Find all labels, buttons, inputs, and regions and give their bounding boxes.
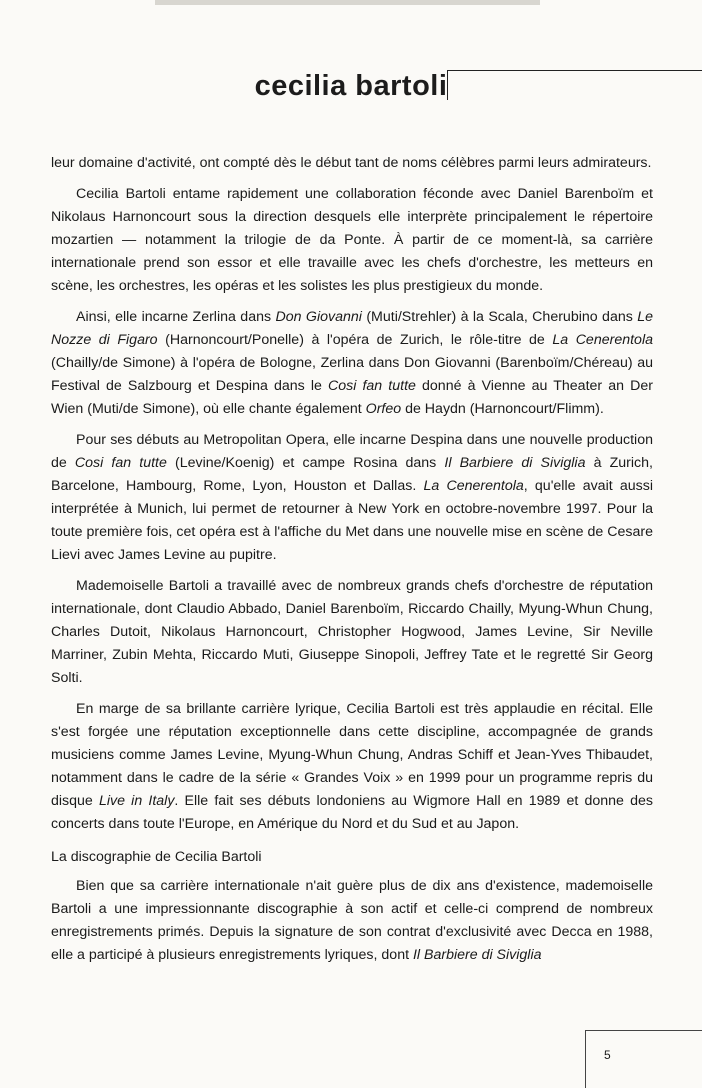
paragraph-7: Bien que sa carrière internationale n'ait guère plus de dix ans d'existence, mademoiselle Bartoli a une impressionnante discographie à son actif et celle-ci comprend de nombreux enregistrements primés. Depuis la signature de son contrat d'exclusivité avec Decca en 1988, elle a participé à plusieurs enregistrements lyriques, dont Il Barbiere di Siviglia [51, 878, 653, 963]
top-edge-rule [155, 0, 540, 5]
page-title: cecilia bartoli [254, 70, 448, 102]
paragraph-6: En marge de sa brillante carrière lyrique, Cecilia Bartoli est très applaudie en récital. Elle s'est forgée une réputation exceptionnelle dans cette discipline, accompagnée de grands musiciens comme James Levine, Myung-Whun Chung, Andras Schiff et Jean-Yves Thibaudet, notamment dans le cadre de la série « Grandes Voix » en 1999 pour un programme repris du disque Live in Italy. Elle fait ses débuts londoniens au Wigmore Hall en 1989 et donne des concerts dans toute l'Europe, en Amérique du Nord et du Sud et au Japon. [51, 701, 653, 832]
italic-title: Orfeo [365, 401, 402, 417]
page-number-rule-vertical [585, 1030, 586, 1088]
paragraph-3: Ainsi, elle incarne Zerlina dans Don Giovanni (Muti/Strehler) à la Scala, Cherubino dans Le Nozze di Figaro (Harnoncourt/Ponelle) à l'opéra de Zurich, le rôle-titre de La Cenerentola (Chailly/de Simone) à l'opéra de Bologne, Zerlina dans Don Giovanni (Barenboïm/Chéreau) au Festival de Salzbourg et Despina dans le Cosi fan tutte donné à Vienne au Theater an Der Wien (Muti/de Simone), où elle chante également Orfeo de Haydn (Harnoncourt/Flimm). [51, 309, 654, 417]
italic-title: Don Giovanni [275, 309, 362, 325]
paragraph-4: Pour ses débuts au Metropolitan Opera, elle incarne Despina dans une nouvelle production de Cosi fan tutte (Levine/Koenig) et campe Rosina dans Il Barbiere di Siviglia à Zurich, Barcelone, Hambourg, Rome, Lyon, Houston et Dallas. La Cenerentola, qu'elle avait aussi interprétée à Munich, lui permet de retourner à New York en octobre-novembre 1997. Pour la toute première fois, cet opéra est à l'affiche du Met dans une nouvelle mise en scène de Cesare Lievi avec James Levine au pupitre. [51, 432, 653, 563]
section-heading: La discographie de Cecilia Bartoli [51, 849, 262, 865]
page-number: 5 [604, 1048, 611, 1062]
italic-title: Le Nozze di Figaro [51, 309, 654, 348]
paragraph-1: leur domaine d'activité, ont compté dès le début tant de noms célèbres parmi leurs admirateurs. [51, 155, 652, 171]
body-text [51, 152, 653, 975]
paragraph-5: Mademoiselle Bartoli a travaillé avec de nombreux grands chefs d'orchestre de réputation internationale, dont Claudio Abbado, Daniel Barenboïm, Riccardo Chailly, Myung-Whun Chung, Charles Dutoit, Nikolaus Harnoncourt, Christopher Hogwood, James Levine, Sir Neville Marriner, Zubin Mehta, Riccardo Muti, Giuseppe Sinopoli, Jeffrey Tate et le regretté Sir Georg Solti. [51, 578, 653, 686]
page-number-rule [585, 1030, 702, 1031]
paragraph-2: Cecilia Bartoli entame rapidement une collaboration féconde avec Daniel Barenboïm et Nikolaus Harnoncourt sous la direction desquels elle interprète principalement le répertoire mozartien — notamment la trilogie de da Ponte. À partir de ce moment-là, sa carrière internationale prend son essor et elle travaille avec les chefs d'orchestre, les metteurs en scène, les orchestres, les opéras et les solistes les plus prestigieux du monde. [51, 186, 653, 294]
italic-title: Il Barbiere di Siviglia [444, 455, 586, 471]
italic-title: Il Barbiere di Siviglia [412, 947, 542, 963]
italic-title: Cosi fan tutte [74, 455, 167, 471]
italic-title: Live in Italy [98, 793, 175, 809]
italic-title: Cosi fan tutte [327, 378, 416, 394]
italic-title: La Cenerentola [552, 332, 653, 348]
italic-title: La Cenerentola [423, 478, 524, 494]
